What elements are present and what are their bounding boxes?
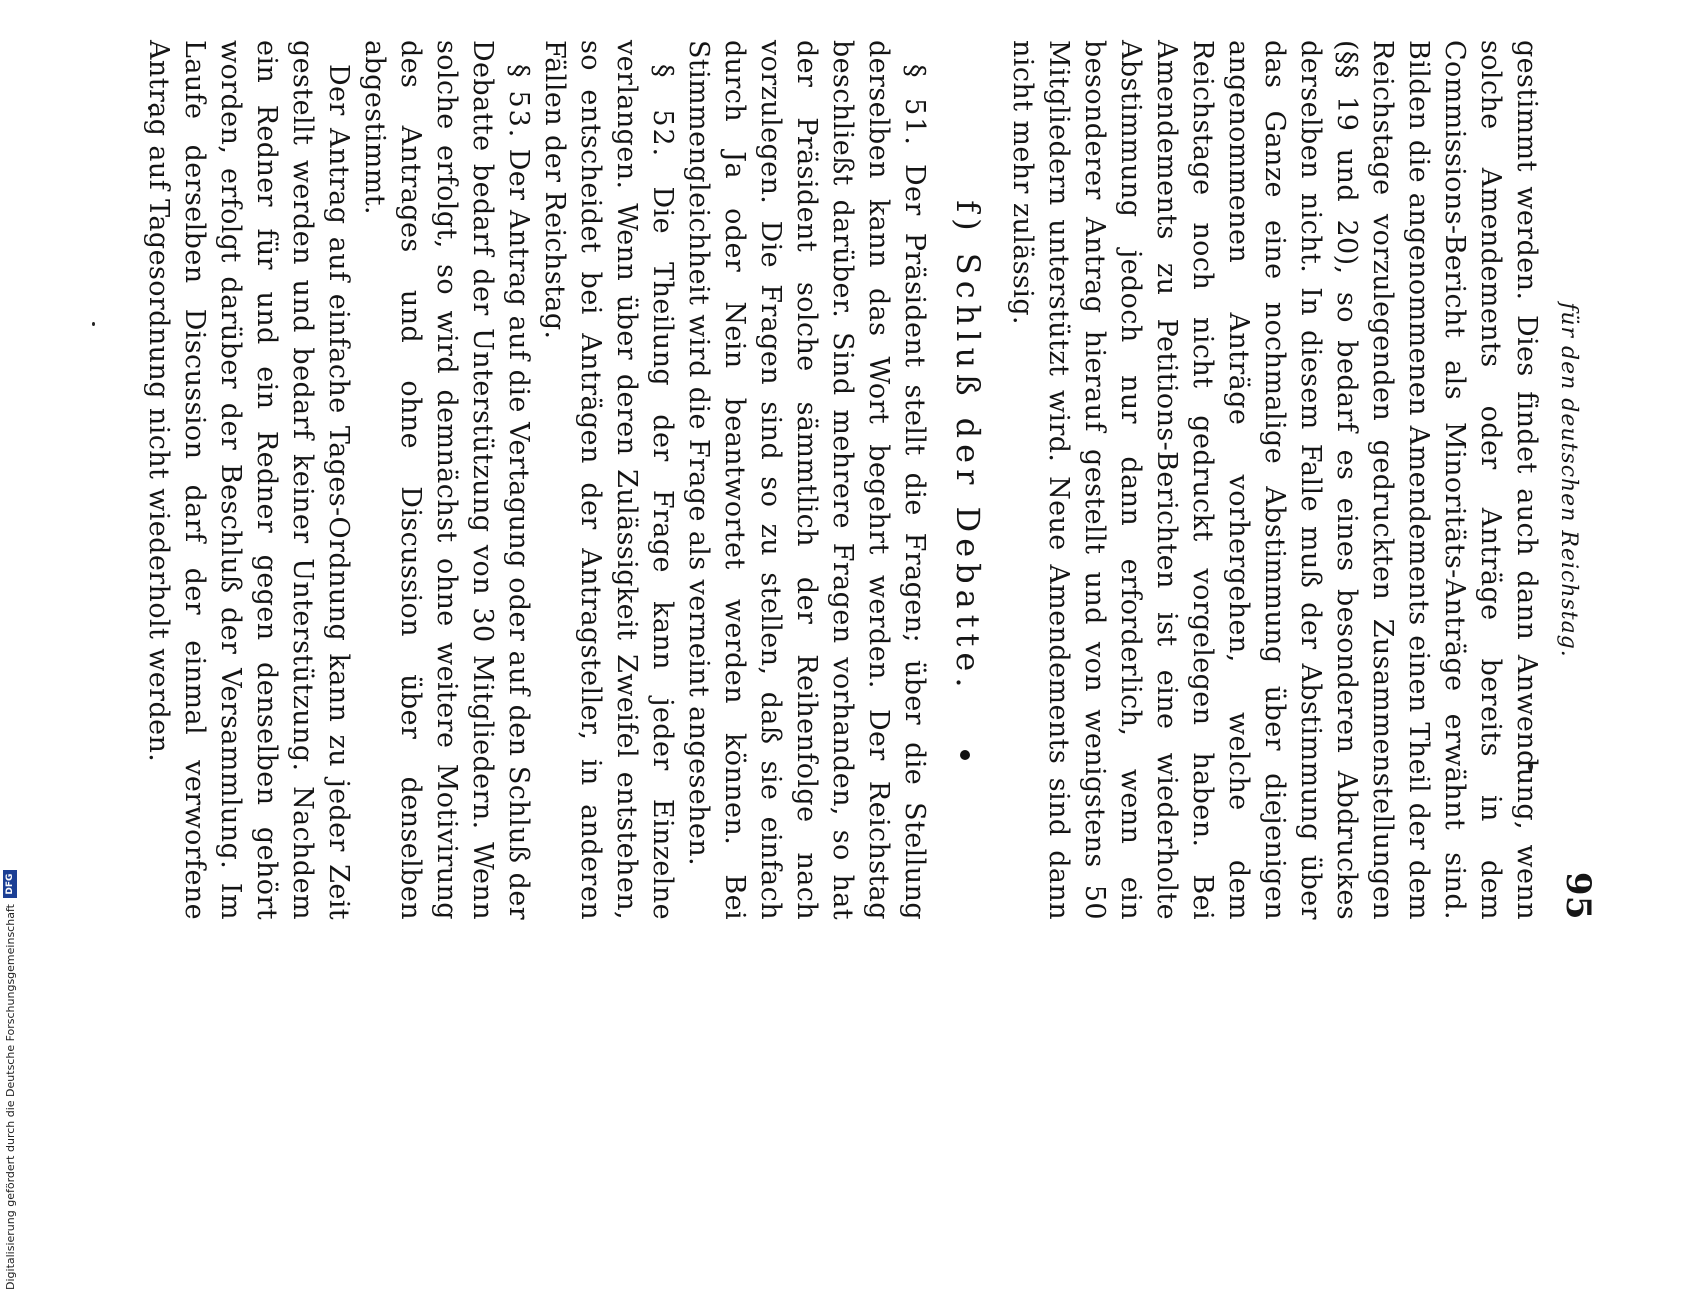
paragraph-text: Der Antrag auf einfache Tages-Ordnung kann zu jeder Zeit gestellt werden und bedarf keiner Unterstützung. Nachdem ein Redner für und ein Redner gegen denselben gehört worden, erfolgt darüber der Beschluß der Versammlung. Im Laufe derselben Discussion darf der einmal verworfene Antrag auf Tagesordnung nicht wiederholt werden.: [143, 40, 354, 920]
section-heading-text: f) Schluß der Debatte.: [949, 200, 987, 694]
section-label: § 51.: [899, 64, 930, 148]
paragraph-section-52: [536, 40, 680, 920]
credit-text: Digitalisierung gefördert durch die Deutsche Forschungsgemeinschaft: [3, 904, 17, 1290]
running-head: für den deutschen Reichstag.: [1556, 302, 1581, 658]
section-heading: [950, 40, 986, 920]
section-label: § 53.: [503, 64, 534, 140]
paragraph-text: Der Präsident stellt die Fragen; über die Stellung derselben kann das Wort begehrt werden. Der Reichstag beschließt darüber. Sind mehrere Fragen vorhanden, so hat der Präsident solche sämmtlich der Reihenfolge nach vorzulegen. Die Fragen sind so zu stellen, daß sie einfach durch Ja oder Nein beantwortet werden können. Bei Stimmengleichheit wird die Frage als verneint angesehen.: [683, 40, 930, 921]
paragraph-section-53: [356, 40, 536, 920]
paragraph-section-51: [680, 40, 932, 920]
paragraph-agenda-motion: [140, 40, 356, 920]
section-label: § 52.: [647, 64, 678, 159]
page-number: 95: [1558, 871, 1598, 920]
page-body: [140, 40, 1596, 920]
page-header: [1544, 40, 1596, 920]
paragraph-text: Der Antrag auf die Vertagung oder auf den Schluß der Debatte bedarf der Unterstützung von 30 Mitgliedern. Wenn solche erfolgt, so wird demnächst ohne weitere Motivirung des Antrages und ohne Discussion über denselben abgestimmt.: [359, 40, 534, 921]
paragraph-text: Die Theilung der Frage kann jeder Einzelne verlangen. Wenn über deren Zulässigkeit Zweifel entstehen, so entscheidet bei Anträgen der Antragsteller, in anderen Fällen der Reichstag.: [539, 40, 678, 920]
bullet-icon: [961, 750, 971, 760]
dfg-logo: DFG: [3, 870, 17, 898]
intro-paragraph: gestimmt werden. Dies findet auch dann Anwendung, wenn solche Amendements oder Anträge bereits in dem Commissions-Bericht als Minoritäts-Anträge erwähnt sind. Bilden die angenommenen Amendements einen Theil der dem Reichstage vorzulegenden gedruckten Zusammenstellungen (§§ 19 und 20), so bedarf es eines besonderen Abdruckes derselben nicht. In diesem Falle muß der Abstimmung über das Ganze eine nochmalige Abstimmung über diejenigen angenommenen Anträge vorhergehen, welche dem Reichstage noch nicht gedruckt vorgelegen haben. Bei Amendements zu Petitions-Berichten ist eine wiederholte Abstimmung jedoch nur dann erforderlich, wenn ein besonderer Antrag hierauf gestellt und von wenigstens 50 Mitgliedern unterstützt wird. Neue Amendements sind dann nicht mehr zulässig.: [1007, 40, 1542, 920]
